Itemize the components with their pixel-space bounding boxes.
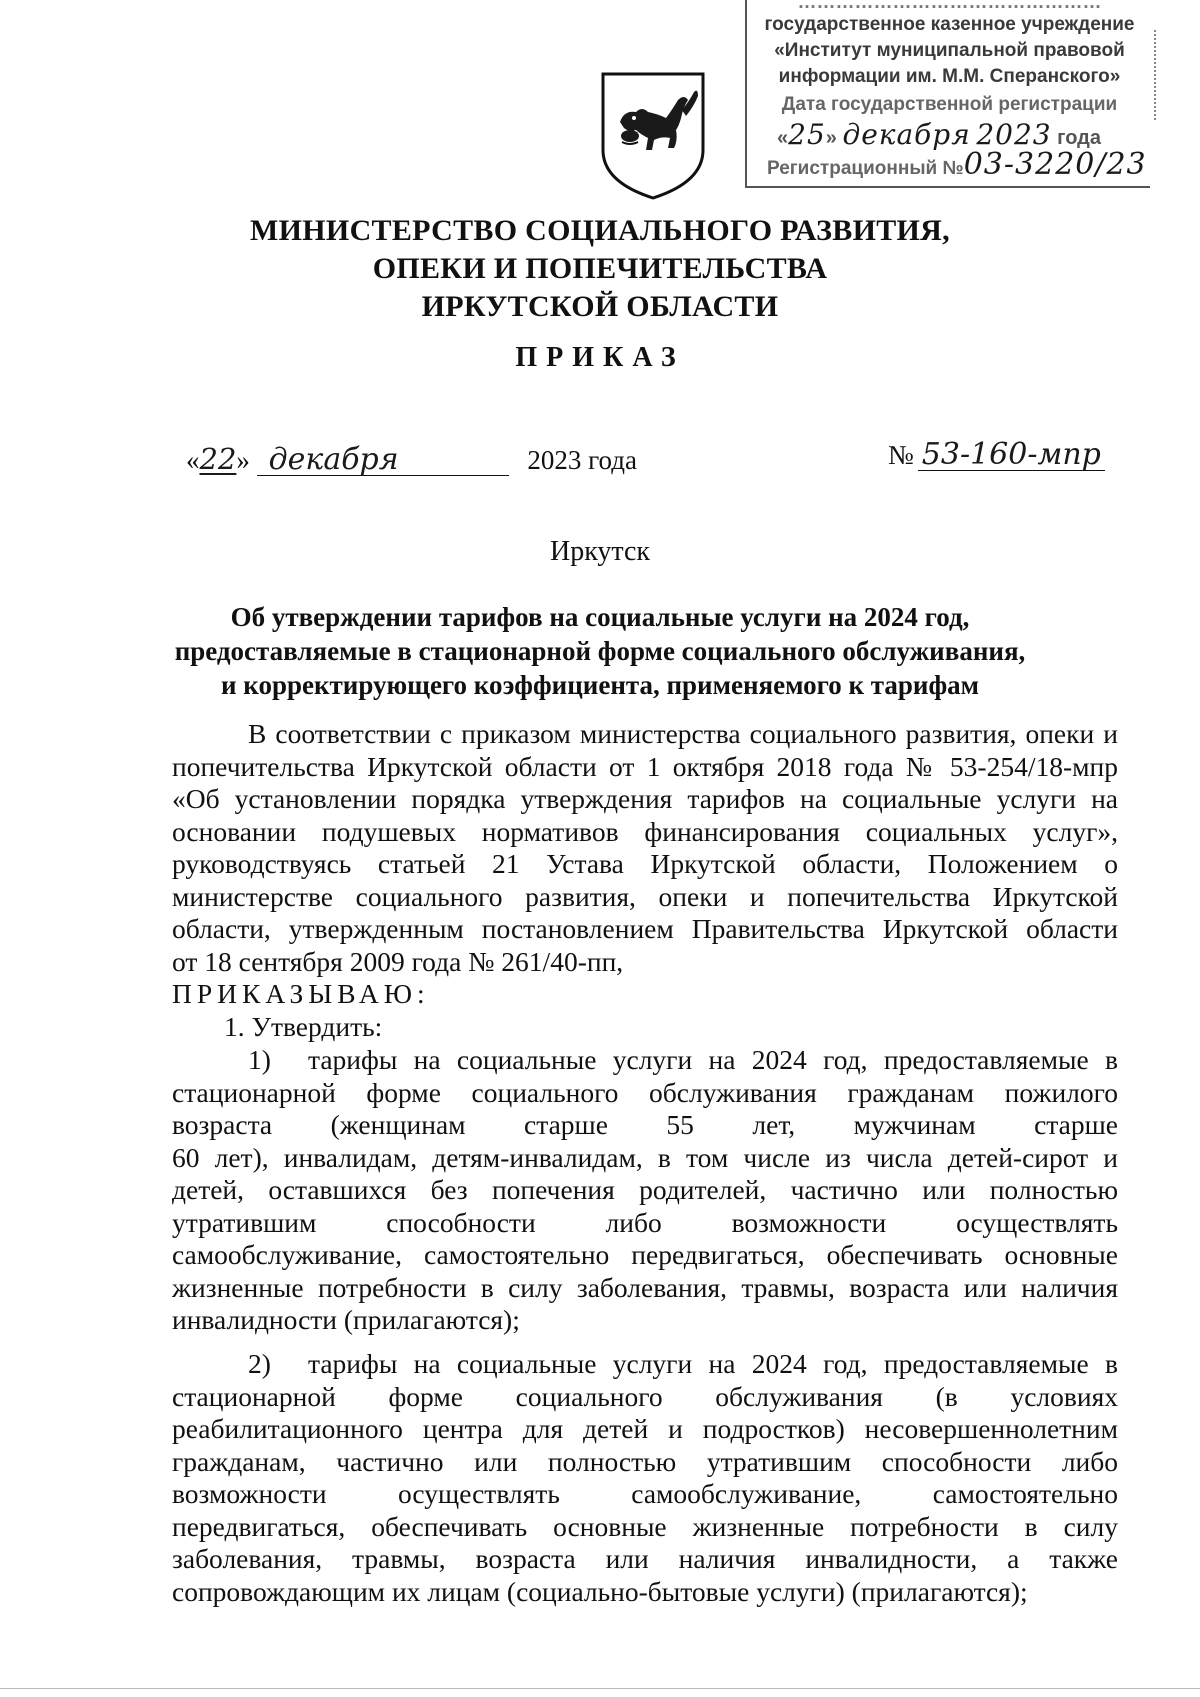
preamble-line: руководствуясь статьей 21 Устава Иркутской области, Положением о (172, 848, 1118, 879)
stamp-line-4: Дата государственной регистрации (781, 94, 1118, 115)
subitem-1-number: 1) (248, 1044, 271, 1075)
subitem-2-number: 2) (248, 1348, 271, 1379)
stamp-line-3: информации им. М.М. Сперанского» (778, 66, 1121, 87)
subject-line-2: предоставляемые в стационарной форме социального обслуживания, (174, 636, 1026, 666)
item-1-heading: 1. Утвердить: (224, 1011, 383, 1042)
subitem-1-line: утратившим способности либо возможности осуществлять (172, 1206, 1118, 1238)
preamble-line: министерстве социального развития, опеки и попечительства Иркутской (172, 880, 1118, 912)
stamp-reg-label: Регистрационный № (767, 158, 964, 179)
preamble-line: попечительства Иркутской области от 1 октября 2018 года № 53-254/18-мпр (172, 750, 1118, 782)
subitem-2-text: тарифы на социальные услуги на 2024 год, предоставляемые в (308, 1348, 1118, 1379)
preamble-line: от 18 сентября 2009 года № 261/40-пп, (172, 945, 624, 977)
subitem-1-line: инвалидности (прилагаются); (172, 1304, 520, 1335)
order-date (186, 442, 637, 476)
order-date-quote-open: « (186, 445, 200, 475)
order-number (888, 437, 1105, 472)
city: Иркутск (549, 536, 651, 567)
stamp-date-year: 2023 (976, 118, 1052, 151)
subitem-1 (172, 1044, 1118, 1337)
ministry-line-3: ИРКУТСКОЙ ОБЛАСТИ (421, 290, 779, 323)
coat-of-arms-icon (598, 70, 708, 202)
preamble-line: области, утвержденным постановлением Правительства Иркутской области (172, 913, 1118, 944)
subitem-1-text: тарифы на социальные услуги на 2024 год, предоставляемые в (308, 1044, 1118, 1075)
ministry-line-1: МИНИСТЕРСТВО СОЦИАЛЬНОГО РАЗВИТИЯ, (250, 214, 950, 247)
stamp-date-month: декабря (842, 118, 971, 151)
subitem-1-line: жизненные потребности в силу заболевания, травмы, возраста или наличия (172, 1271, 1118, 1303)
subitem-1-line: самообслуживание, самостоятельно передвигаться, обеспечивать основные (172, 1239, 1118, 1270)
stamp-line-1: государственное казенное учреждение (764, 14, 1135, 35)
document-type-title: ПРИКАЗ (515, 342, 685, 373)
subject-line-3: и корректирующего коэффициента, применяемого к тарифам (220, 670, 980, 700)
subitem-2-line: стационарной форме социального обслуживания (в условиях (172, 1380, 1118, 1412)
preamble-line: «Об установлении порядка утверждения тарифов на социальные услуги на (172, 783, 1118, 814)
preamble-paragraph (172, 718, 1118, 978)
registration-stamp (745, 0, 1150, 188)
subitem-1-line (172, 1044, 1118, 1077)
order-number-label: № (888, 440, 914, 470)
stamp-line-2: «Институт муниципальной правовой (774, 40, 1125, 61)
order-date-month: декабря (257, 445, 509, 476)
subitem-2-line: возможности осуществлять самообслуживание, самостоятельно (172, 1478, 1118, 1509)
subitem-1-line: детей, оставшихся без попечения родителей, частично или полностью (172, 1174, 1118, 1205)
order-subject (0, 600, 1200, 702)
subitem-2 (172, 1348, 1118, 1608)
subitem-2-line (172, 1348, 1118, 1381)
order-date-year: 2023 года (527, 445, 638, 475)
stamp-registration-row (767, 147, 1147, 182)
stamp-reg-number: 03-3220/23 (963, 147, 1147, 182)
ministry-line-2: ОПЕКИ И ПОПЕЧИТЕЛЬСТВА (372, 252, 828, 285)
subitem-1-line: 60 лет), инвалидам, детям-инвалидам, в том числе из числа детей-сирот и (172, 1141, 1118, 1173)
preamble-line: В соответствии с приказом министерства социального развития, опеки и (248, 718, 1118, 749)
subitem-2-line: реабилитационного центра для детей и подростков) несовершеннолетним (172, 1413, 1118, 1444)
order-date-day: 22 (199, 442, 237, 476)
page-bottom-edge (0, 1688, 1200, 1689)
subitem-1-line: стационарной форме социального обслуживания гражданам пожилого (172, 1076, 1118, 1108)
order-directive-word: ПРИКАЗЫВАЮ: (172, 978, 430, 1009)
stamp-date-day: 25 (788, 118, 826, 151)
ministry-header (0, 212, 1200, 326)
subitem-2-line: сопровождающим их лицам (социально-бытовые услуги) (прилагаются); (172, 1575, 1028, 1607)
order-number-value: 53-160-мпр (918, 440, 1105, 471)
stamp-date-quote-close: » (825, 127, 837, 149)
subitem-1-line: возраста (женщинам старше 55 лет, мужчинам старше (172, 1109, 1118, 1140)
stamp-date-quote-open: « (777, 127, 789, 149)
subitem-2-line: заболевания, травмы, возраста или наличия инвалидности, а также (172, 1543, 1118, 1574)
stamp-line-0: ………………………………………… (797, 0, 1102, 13)
preamble-line: основании подушевых нормативов финансирования социальных услуг», (172, 815, 1118, 847)
order-date-quote-close: » (236, 445, 250, 475)
subitem-2-line: гражданам, частично или полностью утратившим способности либо (172, 1445, 1118, 1477)
subject-line-1: Об утверждении тарифов на социальные услуги на 2024 год, (230, 602, 970, 632)
subitem-2-line: передвигаться, обеспечивать основные жизненные потребности в силу (172, 1510, 1118, 1542)
stamp-date-suffix: года (1057, 127, 1101, 149)
